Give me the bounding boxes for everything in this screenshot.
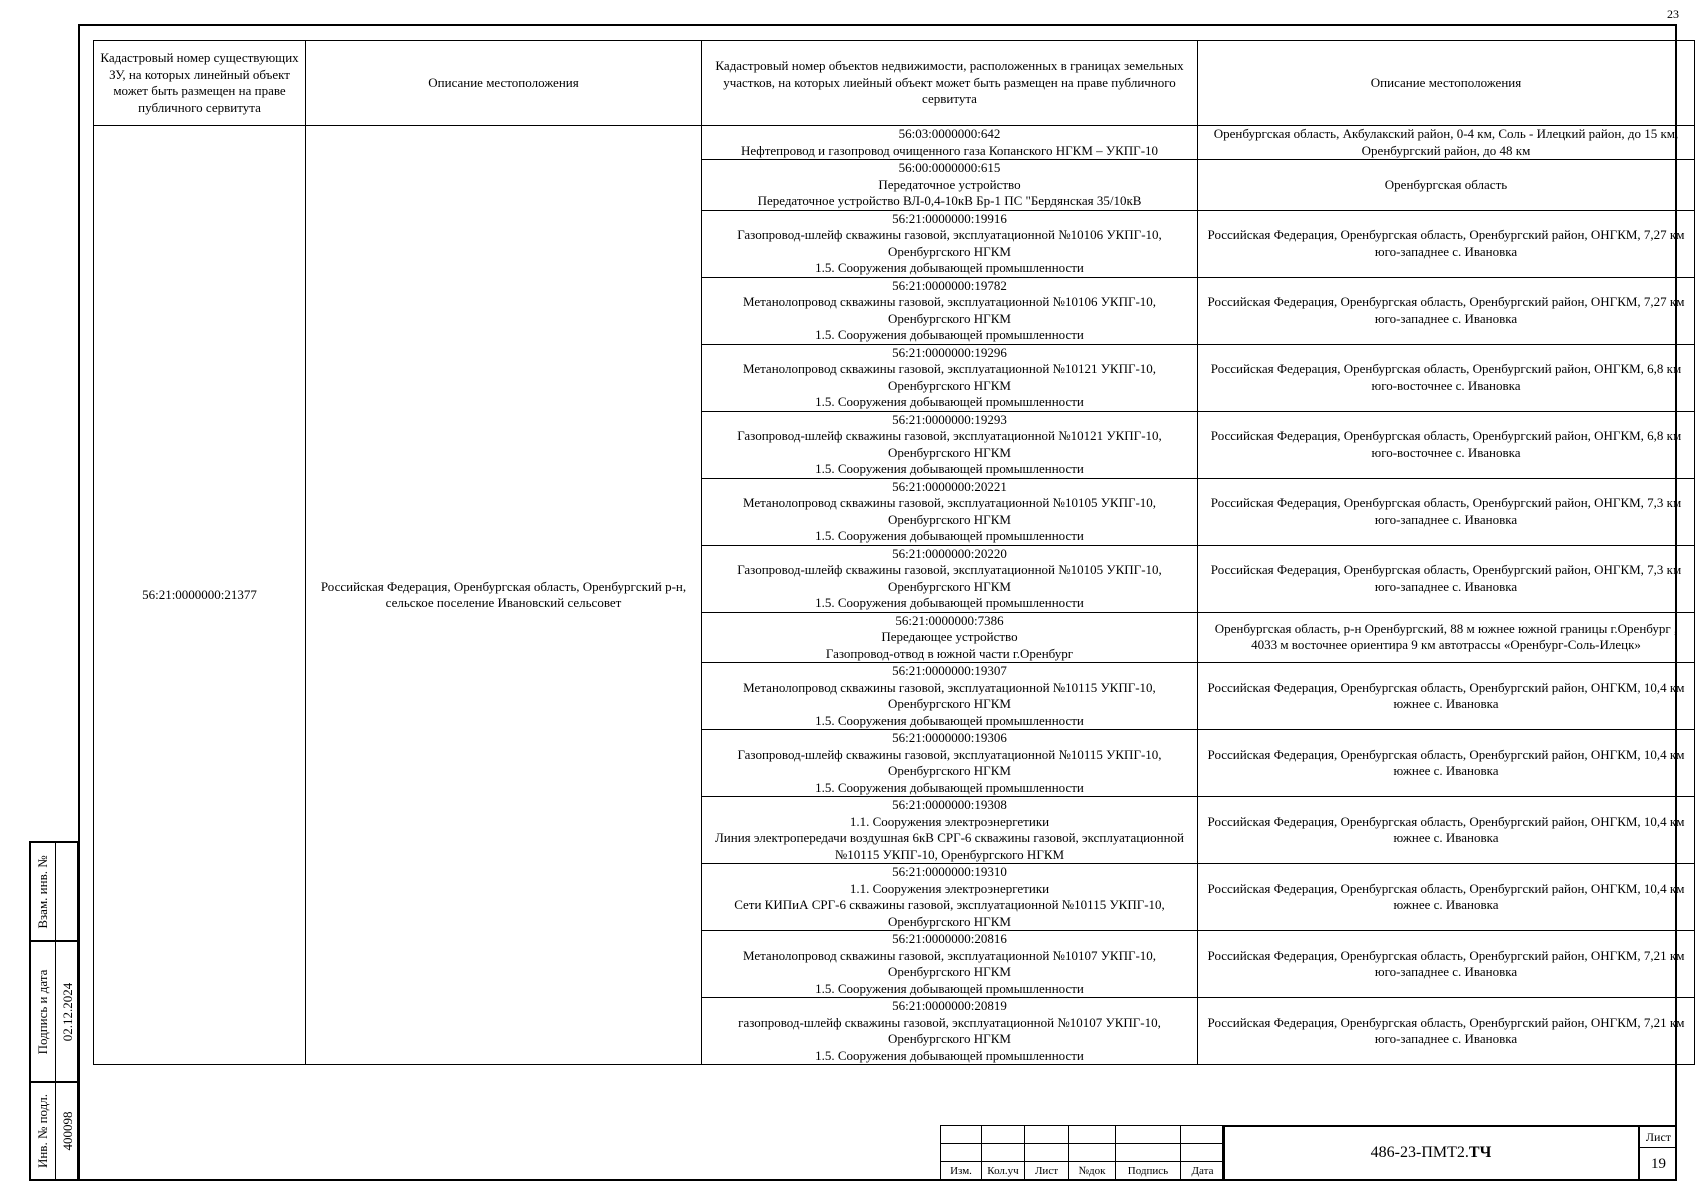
object-description-line: Метанолопровод скважины газовой, эксплуатационной №10121 УКПГ-10, Оренбургского НГКМ bbox=[742, 361, 1157, 393]
table-header-row bbox=[94, 41, 1695, 126]
object-location: Российская Федерация, Оренбургская область, Оренбургский район, ОНГКМ, 7,3 км юго-западнее с. Ивановка bbox=[1198, 478, 1695, 545]
object-description-line: Газопровод-шлейф скважины газовой, эксплуатационной №10106 УКПГ-10, Оренбургского НГКМ bbox=[737, 227, 1162, 259]
object-location: Российская Федерация, Оренбургская область, Оренбургский район, ОНГКМ, 7,21 км юго-западнее с. Ивановка bbox=[1198, 998, 1695, 1065]
sheet-box bbox=[1638, 1125, 1677, 1181]
object-cadastral-number: 56:21:0000000:20816 bbox=[892, 931, 1007, 946]
object-location: Российская Федерация, Оренбургская область, Оренбургский район, ОНГКМ, 7,27 км юго-западнее с. Ивановка bbox=[1198, 277, 1695, 344]
object-description-line: Передаточное устройство bbox=[878, 176, 1021, 192]
stamp-vzam-label: Взам. инв. № bbox=[35, 854, 50, 929]
title-block bbox=[940, 1125, 1677, 1181]
object-description-line: Метанолопровод скважины газовой, эксплуатационной №10107 УКПГ-10, Оренбургского НГКМ bbox=[742, 947, 1157, 979]
side-stamp bbox=[29, 841, 79, 1181]
object-description bbox=[702, 545, 1198, 612]
table-body bbox=[94, 126, 1695, 1065]
object-description bbox=[702, 864, 1198, 931]
sheet-number: 19 bbox=[1651, 1156, 1666, 1172]
object-cadastral-number: 56:21:0000000:19782 bbox=[892, 277, 1007, 293]
object-cadastral-number: 56:21:0000000:20819 bbox=[892, 998, 1007, 1013]
stamp-sign-value: 02.12.2024 bbox=[60, 982, 75, 1041]
object-description-line: 1.5. Сооружения добывающей промышленности bbox=[815, 779, 1084, 795]
object-description-line: 1.1. Сооружения электроэнергетики bbox=[849, 880, 1050, 896]
object-location: Оренбургская область, Акбулакский район, 0-4 км, Соль - Илецкий район, до 15 км, Оренбургский район, до 48 км bbox=[1198, 126, 1695, 160]
object-cadastral-number: 56:21:0000000:20221 bbox=[892, 478, 1007, 494]
object-location: Российская Федерация, Оренбургская область, Оренбургский район, ОНГКМ, 7,27 км юго-западнее с. Ивановка bbox=[1198, 210, 1695, 277]
object-description bbox=[702, 160, 1198, 211]
object-description bbox=[702, 998, 1198, 1065]
label-ndok: №док bbox=[1069, 1162, 1116, 1181]
header-cadastral-parcel: Кадастровый номер существующих ЗУ, на которых линейный объект может быть размещен на праве публичного сервитута bbox=[94, 41, 306, 126]
object-location: Российская Федерация, Оренбургская область, Оренбургский район, ОНГКМ, 7,3 км юго-западнее с. Ивановка bbox=[1198, 545, 1695, 612]
object-description-line: Линия электропередачи воздушная 6кВ СРГ-6 скважины газовой, эксплуатационной №10115 УКПГ-10, Оренбургского НГКМ bbox=[714, 830, 1184, 862]
parcel-cadastral-number: 56:21:0000000:21377 bbox=[94, 126, 306, 1065]
table-row bbox=[94, 126, 1695, 160]
object-cadastral-number: 56:21:0000000:19293 bbox=[892, 411, 1007, 427]
document-code-suffix: ТЧ bbox=[1468, 1144, 1492, 1161]
object-location: Оренбургская область bbox=[1198, 160, 1695, 211]
object-cadastral-number: 56:00:0000000:615 bbox=[898, 160, 1001, 175]
object-description bbox=[702, 210, 1198, 277]
object-description-line: газопровод-шлейф скважины газовой, эксплуатационной №10107 УКПГ-10, Оренбургского НГКМ bbox=[738, 1014, 1161, 1046]
label-izm: Изм. bbox=[941, 1162, 982, 1181]
object-cadastral-number: 56:21:0000000:19916 bbox=[892, 210, 1007, 226]
header-object-location: Описание местоположения bbox=[1198, 41, 1695, 126]
object-description-line: 1.1. Сооружения электроэнергетики bbox=[849, 813, 1050, 829]
object-description-line: Газопровод-шлейф скважины газовой, эксплуатационной №10115 УКПГ-10, Оренбургского НГКМ bbox=[737, 746, 1162, 778]
object-location: Российская Федерация, Оренбургская область, Оренбургский район, ОНГКМ, 10,4 км южнее с. Ивановка bbox=[1198, 797, 1695, 864]
object-location: Российская Федерация, Оренбургская область, Оренбургский район, ОНГКМ, 7,21 км юго-западнее с. Ивановка bbox=[1198, 931, 1695, 998]
stamp-inventory bbox=[29, 1081, 79, 1181]
header-object-cadastral: Кадастровый номер объектов недвижимости, расположенных в границах земельных участков, на которых лиейный объект может быть размещен на праве публичного сервитута bbox=[702, 41, 1198, 126]
stamp-vzam bbox=[29, 841, 79, 942]
object-description-line: Метанолопровод скважины газовой, эксплуатационной №10105 УКПГ-10, Оренбургского НГКМ bbox=[742, 495, 1157, 527]
object-description-line: Газопровод-отвод в южной части г.Оренбург bbox=[825, 645, 1074, 661]
object-cadastral-number: 56:21:0000000:19296 bbox=[892, 344, 1007, 360]
revision-labels-row bbox=[941, 1162, 1225, 1181]
object-description-line: 1.5. Сооружения добывающей промышленности bbox=[815, 1047, 1084, 1063]
object-description-line: Нефтепровод и газопровод очищенного газа Копанского НГКМ – УКПГ-10 bbox=[740, 142, 1159, 158]
servitude-table bbox=[93, 40, 1695, 1065]
object-cadastral-number: 56:21:0000000:19306 bbox=[892, 730, 1007, 745]
object-location: Российская Федерация, Оренбургская область, Оренбургский район, ОНГКМ, 10,4 км южнее с. Ивановка bbox=[1198, 663, 1695, 730]
stamp-inv-value: 400098 bbox=[60, 1111, 75, 1151]
object-cadastral-number: 56:21:0000000:20220 bbox=[892, 545, 1007, 561]
object-description bbox=[702, 797, 1198, 864]
object-description-line: 1.5. Сооружения добывающей промышленности bbox=[815, 461, 1084, 476]
object-description-line: Газопровод-шлейф скважины газовой, эксплуатационной №10121 УКПГ-10, Оренбургского НГКМ bbox=[737, 428, 1162, 460]
object-description-line: Передаточное устройство ВЛ-0,4-10кВ Бр-1 ПС "Бердянская 35/10кВ bbox=[757, 193, 1142, 208]
object-cadastral-number: 56:21:0000000:19307 bbox=[892, 663, 1007, 678]
label-podpis: Подпись bbox=[1116, 1162, 1181, 1181]
object-description-line: 1.5. Сооружения добывающей промышленности bbox=[815, 980, 1084, 996]
label-list: Лист bbox=[1025, 1162, 1069, 1181]
sheet-label: Лист bbox=[1640, 1127, 1677, 1148]
object-cadastral-number: 56:21:0000000:19310 bbox=[892, 864, 1007, 879]
object-description-line: 1.5. Сооружения добывающей промышленности bbox=[815, 528, 1084, 543]
object-description bbox=[702, 478, 1198, 545]
stamp-sign-label: Подпись и дата bbox=[35, 969, 50, 1054]
object-description-line: Газопровод-шлейф скважины газовой, эксплуатационной №10105 УКПГ-10, Оренбургского НГКМ bbox=[737, 562, 1162, 594]
object-description bbox=[702, 730, 1198, 797]
object-description-line: 1.5. Сооружения добывающей промышленности bbox=[815, 327, 1084, 342]
object-location: Российская Федерация, Оренбургская область, Оренбургский район, ОНГКМ, 10,4 км южнее с. Ивановка bbox=[1198, 730, 1695, 797]
object-description-line: Передающее устройство bbox=[881, 629, 1018, 644]
object-cadastral-number: 56:21:0000000:7386 bbox=[895, 612, 1004, 628]
object-location: Российская Федерация, Оренбургская область, Оренбургский район, ОНГКМ, 6,8 км юго-восточнее с. Ивановка bbox=[1198, 344, 1695, 411]
object-description bbox=[702, 612, 1198, 663]
object-description-line: 1.5. Сооружения добывающей промышленности bbox=[815, 394, 1084, 409]
object-description bbox=[702, 663, 1198, 730]
stamp-signature-date bbox=[29, 940, 79, 1083]
parcel-location: Российская Федерация, Оренбургская область, Оренбургский р-н, сельское поселение Ивановский сельсовет bbox=[306, 126, 702, 1065]
object-description bbox=[702, 277, 1198, 344]
object-cadastral-number: 56:21:0000000:19308 bbox=[892, 797, 1007, 812]
document-code bbox=[1222, 1125, 1638, 1181]
object-description-line: 1.5. Сооружения добывающей промышленности bbox=[815, 712, 1084, 728]
object-description-line: Метанолопровод скважины газовой, эксплуатационной №10106 УКПГ-10, Оренбургского НГКМ bbox=[742, 294, 1157, 326]
object-description-line: Метанолопровод скважины газовой, эксплуатационной №10115 УКПГ-10, Оренбургского НГКМ bbox=[743, 679, 1156, 711]
object-description-line: 1.5. Сооружения добывающей промышленности bbox=[815, 595, 1084, 610]
stamp-inv-label: Инв. № подл. bbox=[35, 1093, 50, 1169]
object-location: Российская Федерация, Оренбургская область, Оренбургский район, ОНГКМ, 10,4 км южнее с. Ивановка bbox=[1198, 864, 1695, 931]
object-cadastral-number: 56:03:0000000:642 bbox=[898, 126, 1001, 141]
object-description-line: 1.5. Сооружения добывающей промышленности bbox=[815, 260, 1084, 275]
object-description bbox=[702, 344, 1198, 411]
label-koluch: Кол.уч bbox=[982, 1162, 1025, 1181]
label-data: Дата bbox=[1181, 1162, 1225, 1181]
document-code-prefix: 486-23-ПМТ2. bbox=[1370, 1144, 1469, 1161]
object-location: Оренбургская область, р-н Оренбургский, 88 м южнее южной границы г.Оренбург , 4033 м восточнее ориентира 9 км автотрассы «Оренбург-Соль-Илецк» bbox=[1198, 612, 1695, 663]
object-location: Российская Федерация, Оренбургская область, Оренбургский район, ОНГКМ, 6,8 км юго-восточнее с. Ивановка bbox=[1198, 411, 1695, 478]
header-parcel-location: Описание местоположения bbox=[306, 41, 702, 126]
object-description bbox=[702, 411, 1198, 478]
object-description bbox=[702, 126, 1198, 160]
object-description bbox=[702, 931, 1198, 998]
revision-grid bbox=[940, 1125, 1225, 1181]
object-description-line: Сети КИПиА СРГ-6 скважины газовой, эксплуатационной №10115 УКПГ-10, Оренбургского НГКМ bbox=[734, 897, 1165, 929]
page-number: 23 bbox=[1667, 7, 1679, 21]
